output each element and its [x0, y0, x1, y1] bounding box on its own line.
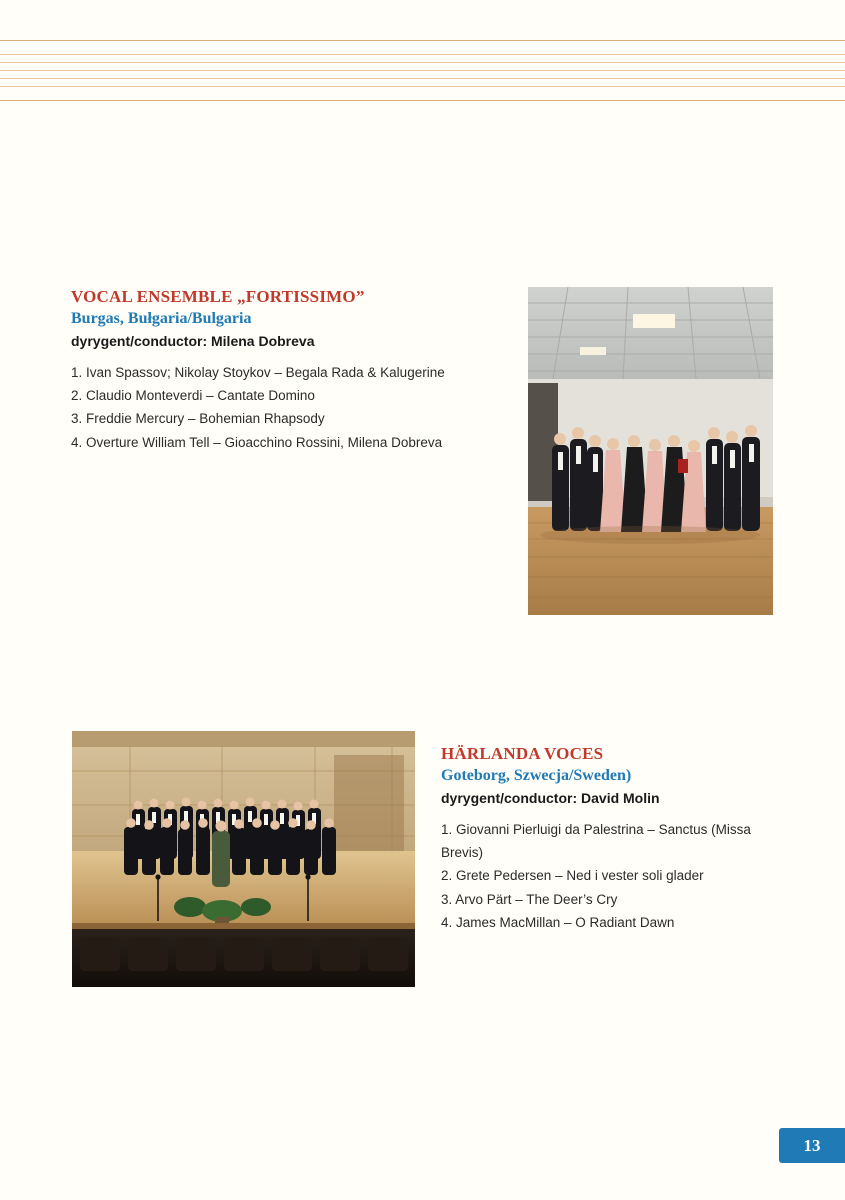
staff-line [0, 54, 845, 55]
ensemble-program-list [441, 818, 781, 934]
ensemble-entry-harlanda-voces [441, 744, 781, 934]
ensemble-conductor: dyrygent/conductor: David Molin [441, 790, 660, 806]
ensemble-program-list [71, 361, 471, 454]
page-number-badge: 13 [779, 1128, 845, 1163]
staff-line [0, 86, 845, 87]
ensemble-conductor: dyrygent/conductor: Milena Dobreva [71, 333, 315, 349]
choir-group-photo-indoor-hall [528, 287, 773, 615]
staff-line [0, 40, 845, 41]
program-item: 2. Claudio Monteverdi – Cantate Domino [71, 388, 315, 404]
ensemble-title: HÄRLANDA VOCES [441, 744, 604, 763]
choir-on-concert-stage [72, 731, 415, 987]
program-item: 2. Grete Pedersen – Ned i vester soli glader [441, 868, 704, 884]
program-item: 1. Ivan Spassov; Nikolay Stoykov – Begala Rada & Kalugerine [71, 365, 445, 380]
program-item: 3. Freddie Mercury – Bohemian Rhapsody [71, 411, 325, 427]
staff-line [0, 70, 845, 71]
program-item: 3. Arvo Pärt – The Deer’s Cry [441, 891, 618, 907]
program-item: 4. Overture William Tell – Gioacchino Rossini, Milena Dobreva [71, 434, 443, 450]
program-item: 4. James MacMillan – O Radiant Dawn [441, 914, 675, 930]
program-item: 1. Giovanni Pierluigi da Palestrina – Sanctus (Missa Brevis) [441, 822, 751, 861]
ensemble-location: Goteborg, Szwecja/Sweden) [441, 767, 632, 784]
ensemble-title: VOCAL ENSEMBLE „FORTISSIMO” [71, 287, 365, 306]
decorative-staff-lines [0, 0, 845, 110]
ensemble-location: Burgas, Bułgaria/Bulgaria [71, 310, 252, 327]
staff-line [0, 100, 845, 101]
ensemble-entry-fortissimo [71, 287, 471, 454]
staff-line [0, 62, 845, 63]
staff-line [0, 78, 845, 79]
